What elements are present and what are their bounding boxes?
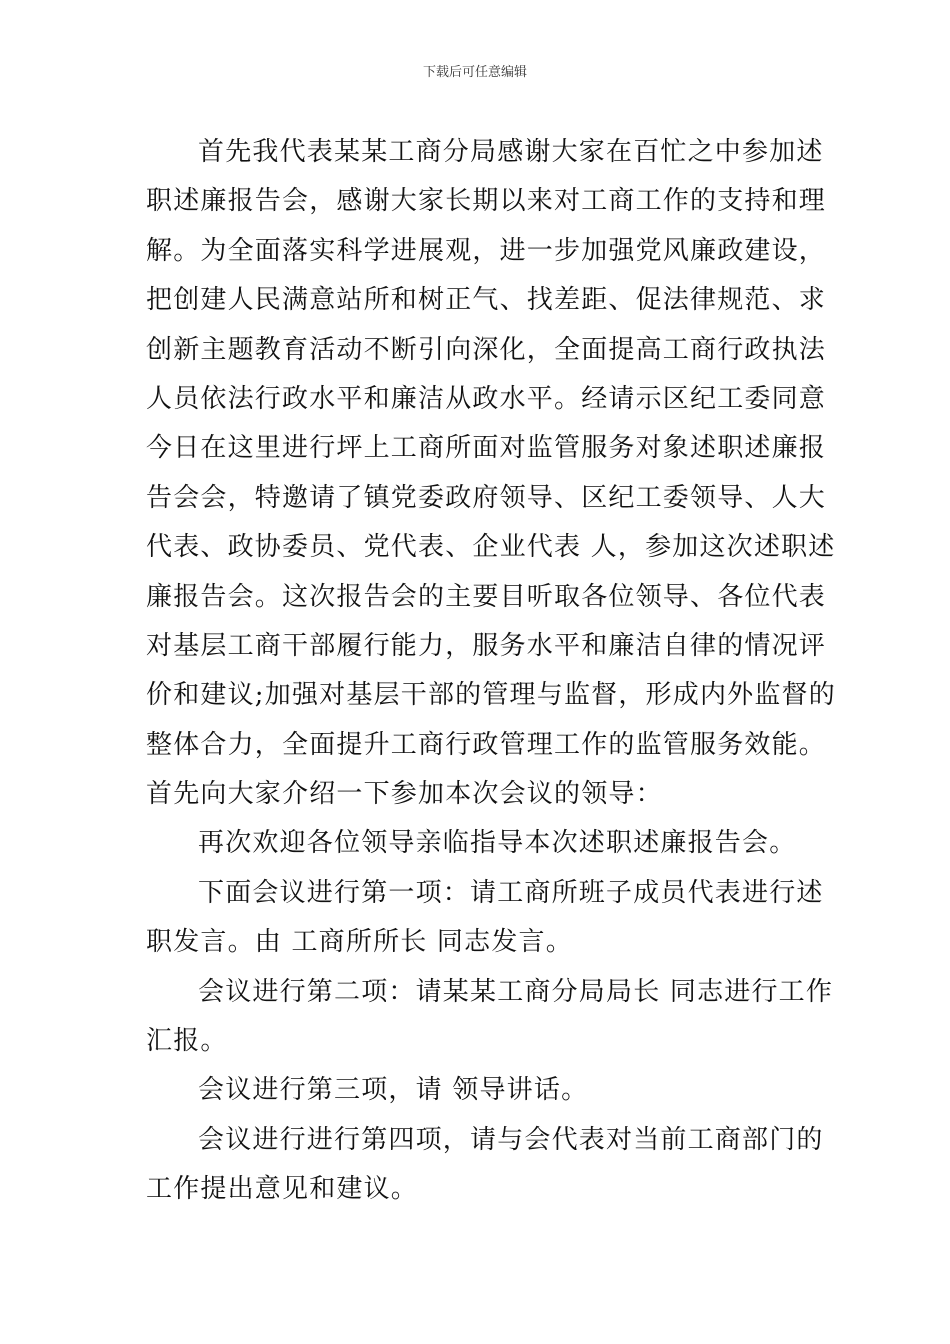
text-line: 今日在这里进行坪上工商所面对监管服务对象述职述廉报 [146,433,827,464]
text-line: 下面会议进行第一项：请工商所班子成员代表进行述 [198,877,824,908]
text-line: 会议进行第二项：请某某工商分局局长 同志进行工作 [198,976,834,1007]
text-line: 价和建议;加强对基层干部的管理与监督，形成内外监督的 [146,680,836,711]
text-line: 职发言。由 工商所所长 同志发言。 [146,927,573,958]
text-line: 首先向大家介绍一下参加本次会议的领导： [146,779,663,810]
text-line: 工作提出意见和建议。 [146,1174,419,1205]
text-line: 廉报告会。这次报告会的主要目听取各位领导、各位代表 [146,581,827,612]
text-line: 解。为全面落实科学进展观，进一步加强党风廉政建设， [146,235,827,266]
text-line: 代表、政协委员、党代表、企业代表 人，参加这次述职述 [146,532,836,563]
text-line: 首先我代表某某工商分局感谢大家在百忙之中参加述 [198,137,824,167]
text-line: 告会会，特邀请了镇党委政府领导、区纪工委领导、人大 [146,482,827,513]
text-line: 会议进行第三项，请 领导讲话。 [198,1075,589,1106]
document-body [146,128,836,1215]
text-line: 再次欢迎各位领导亲临指导本次述职述廉报告会。 [198,828,797,859]
text-line: 职述廉报告会，感谢大家长期以来对工商工作的支持和理 [146,186,827,217]
text-line: 整体合力，全面提升工商行政管理工作的监管服务效能。 [146,729,827,760]
text-line: 会议进行进行第四项，请与会代表对当前工商部门的 [198,1124,824,1155]
text-line: 人员依法行政水平和廉洁从政水平。经请示区纪工委同意 [146,383,827,414]
text-line: 汇报。 [146,1026,228,1057]
page-header: 下载后可任意编辑 [422,65,527,80]
text-line: 把创建人民满意站所和树正气、找差距、促法律规范、求 [146,285,827,316]
text-line: 对基层工商干部履行能力，服务水平和廉洁自律的情况评 [146,630,827,661]
text-line: 创新主题教育活动不断引向深化，全面提高工商行政执法 [146,334,827,365]
